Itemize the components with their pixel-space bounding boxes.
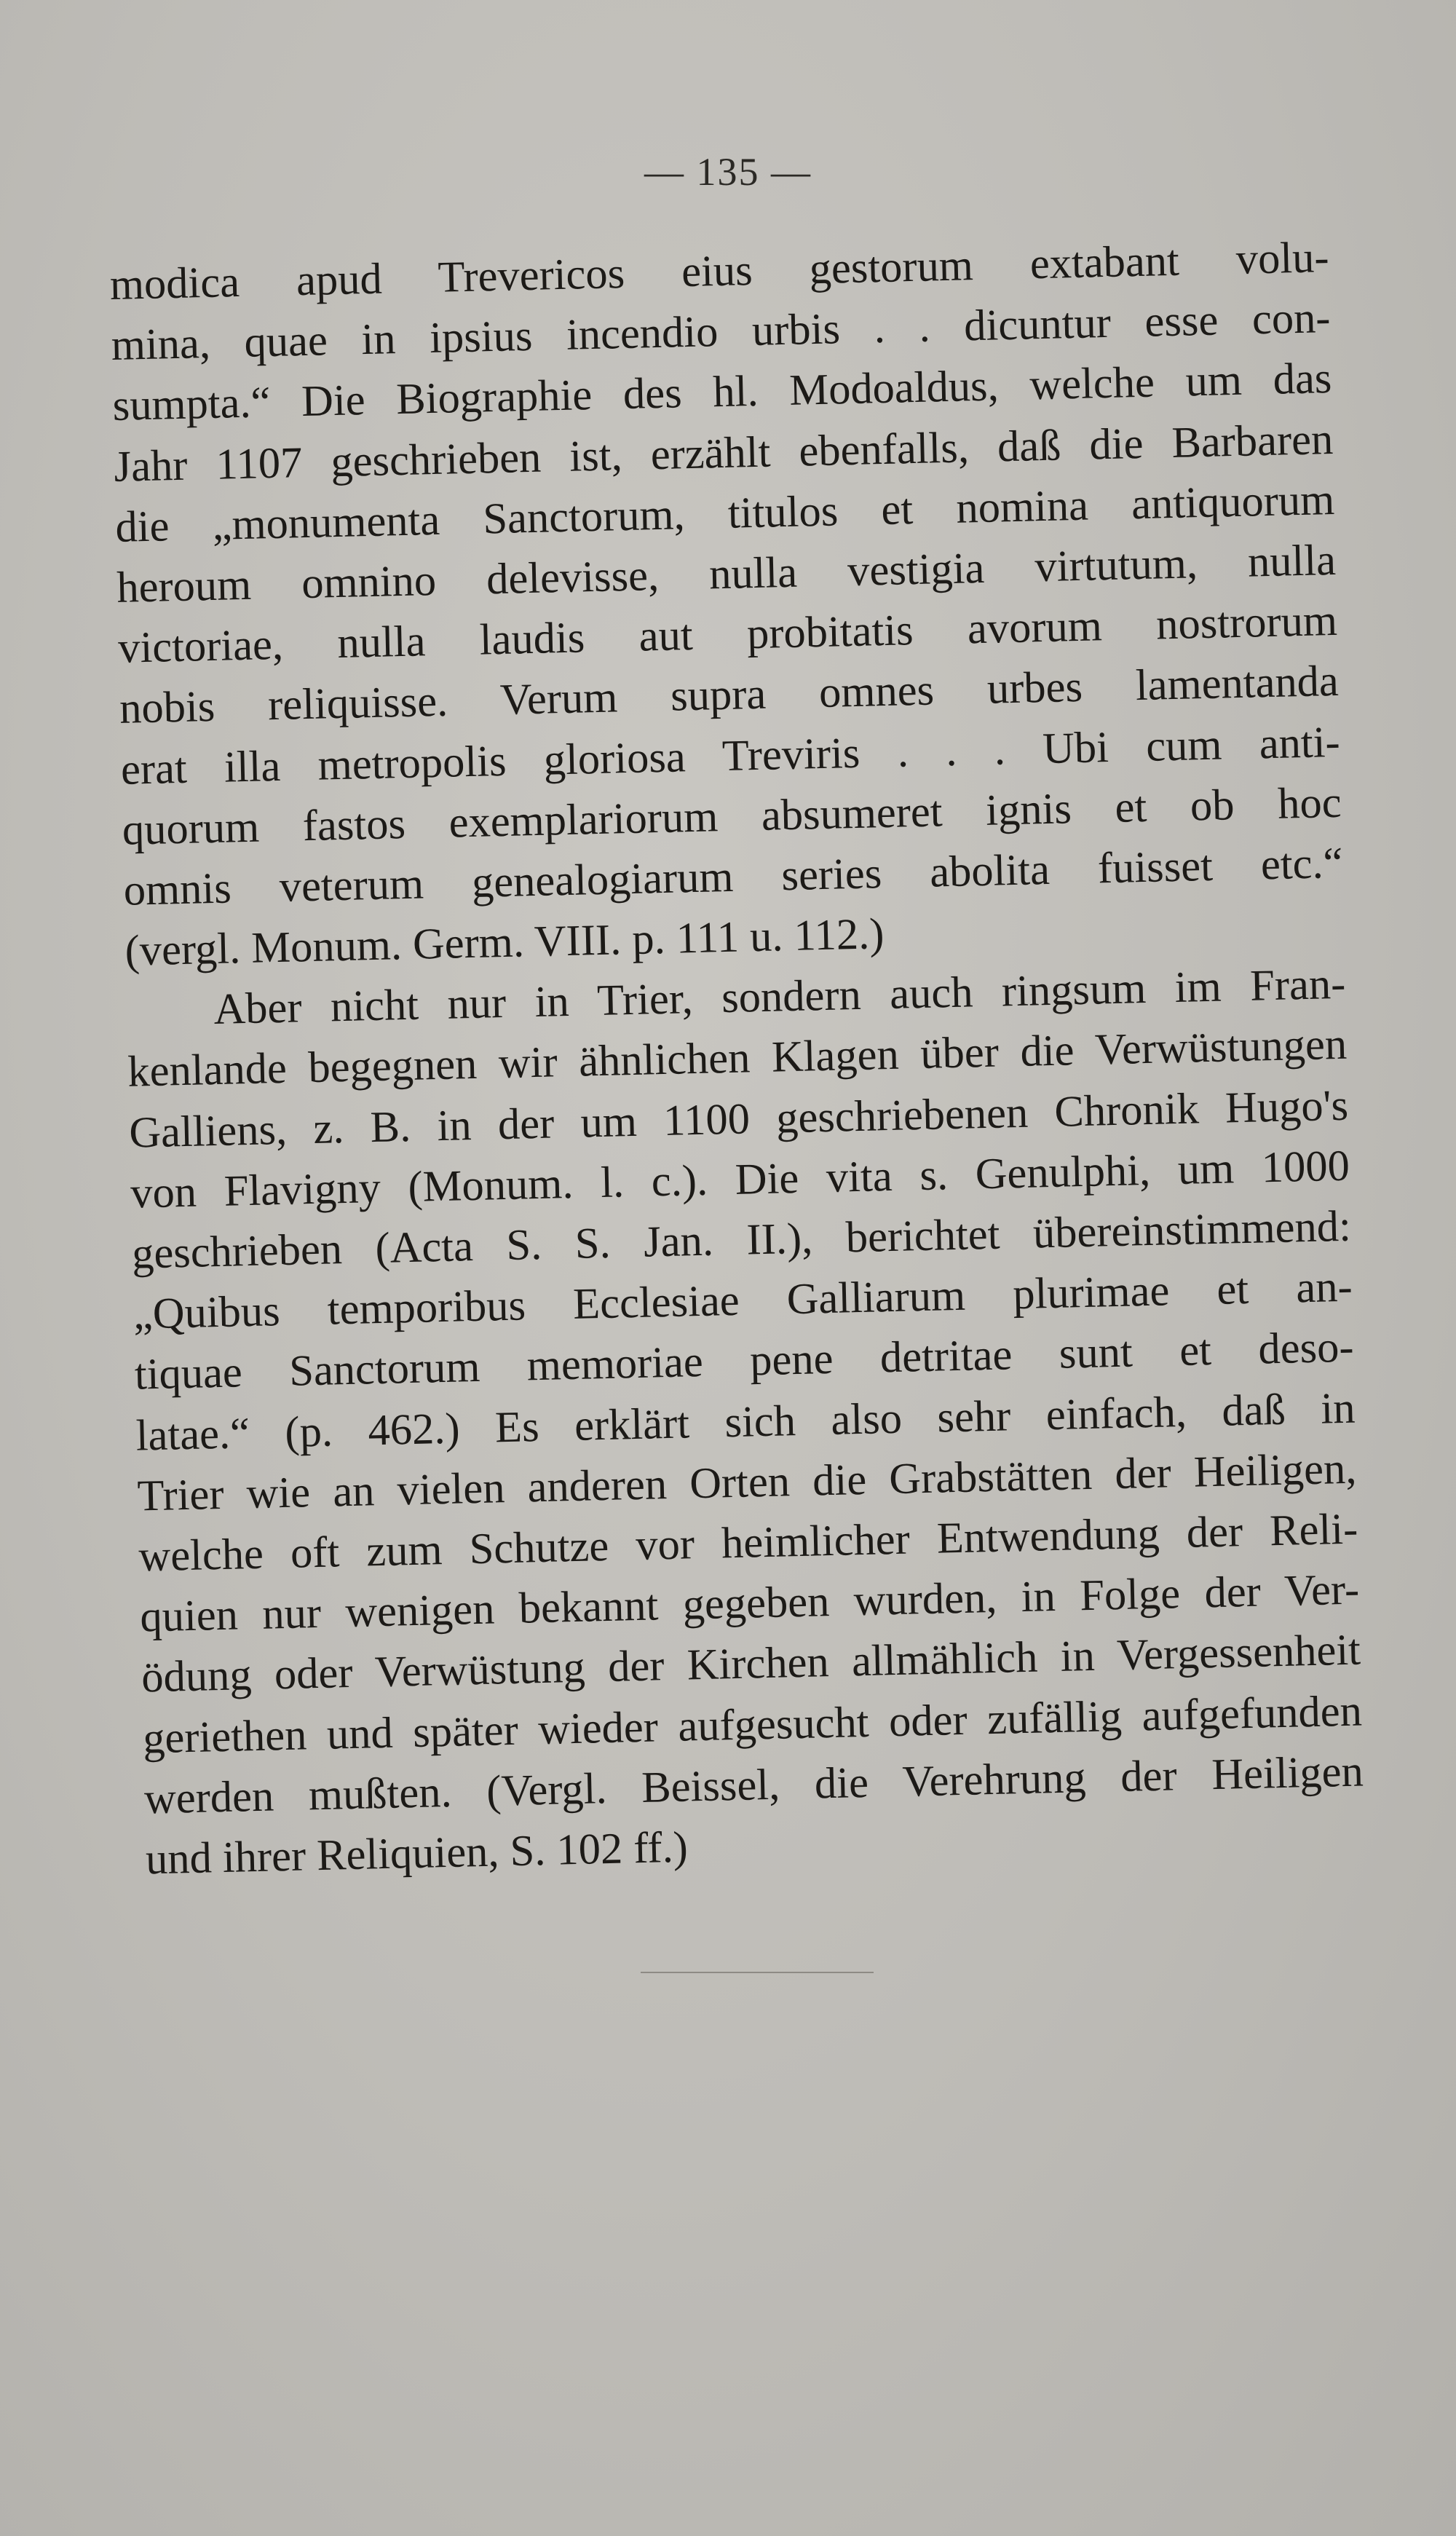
text-line: heroum omnino delevisse, nulla vestigia virtutum, nulla (116, 535, 1337, 612)
body-text (109, 227, 1366, 1889)
text-line: welche oft zum Schutze vor heimlicher Entwendung der Reli- (138, 1504, 1358, 1581)
text-line: Jahr 1107 geschrieben ist, erzählt ebenfalls, daß die Barbaren (113, 414, 1334, 491)
separator-rule (641, 1972, 874, 1973)
text-line: geschrieben (Acta S. S. Jan. II.), berichtet übereinstimmend: (131, 1201, 1352, 1279)
text-line: geriethen und später wieder aufgesucht oder zufällig aufgefunden (142, 1686, 1363, 1763)
text-line: quien nur wenigen bekannt gegeben wurden, in Folge der Ver- (139, 1565, 1360, 1642)
text-line: von Flavigny (Monum. l. c.). Die vita s. Genulphi, um 1000 (130, 1141, 1350, 1218)
text-line: modica apud Trevericos eius gestorum extabant volu- (109, 232, 1330, 309)
page-number: — 135 — (644, 150, 812, 194)
text-line: nobis reliquisse. Verum supra omnes urbes lamentanda (119, 657, 1340, 734)
text-line: Aber nicht nur in Trier, sondern auch ringsum im Fran- (213, 959, 1346, 1035)
text-line: „Quibus temporibus Ecclesiae Galliarum plurimae et an- (132, 1262, 1353, 1339)
text-line: sumpta.“ Die Biographie des hl. Modoaldus, welche um das (111, 354, 1333, 431)
text-line: werden mußten. (Vergl. Beissel, die Verehrung der Heiligen (143, 1747, 1364, 1824)
text-line: tiquae Sanctorum memoriae pene detritae sunt et deso- (134, 1322, 1355, 1399)
text-line: victoriae, nulla laudis aut probitatis avorum nostrorum (117, 596, 1338, 673)
text-line: Trier wie an vielen anderen Orten die Grabstätten der Heiligen, (136, 1444, 1358, 1521)
text-line: (vergl. Monum. Germ. VIII. p. 111 u. 112.) (124, 909, 885, 976)
text-line: Galliens, z. B. in der um 1100 geschriebenen Chronik Hugo's (128, 1081, 1349, 1158)
text-line: ödung oder Verwüstung der Kirchen allmählich in Vergessenheit (141, 1625, 1361, 1702)
text-line: erat illa metropolis gloriosa Treviris . . . Ubi cum anti- (120, 717, 1341, 794)
text-line: kenlande begegnen wir ähnlichen Klagen über die Verwüstungen (127, 1020, 1348, 1097)
text-line: mina, quae in ipsius incendio urbis . . dicuntur esse con- (111, 293, 1332, 371)
text-line: quorum fastos exemplariorum absumeret ignis et ob hoc (122, 778, 1342, 855)
text-line: die „monumenta Sanctorum, titulos et nomina antiquorum (114, 475, 1335, 552)
text-line: latae.“ (p. 462.) Es erklärt sich also sehr einfach, daß in (135, 1383, 1356, 1461)
text-line: omnis veterum genealogiarum series abolita fuisset etc.“ (123, 838, 1344, 915)
text-line: und ihrer Reliquien, S. 102 ff.) (145, 1822, 689, 1884)
